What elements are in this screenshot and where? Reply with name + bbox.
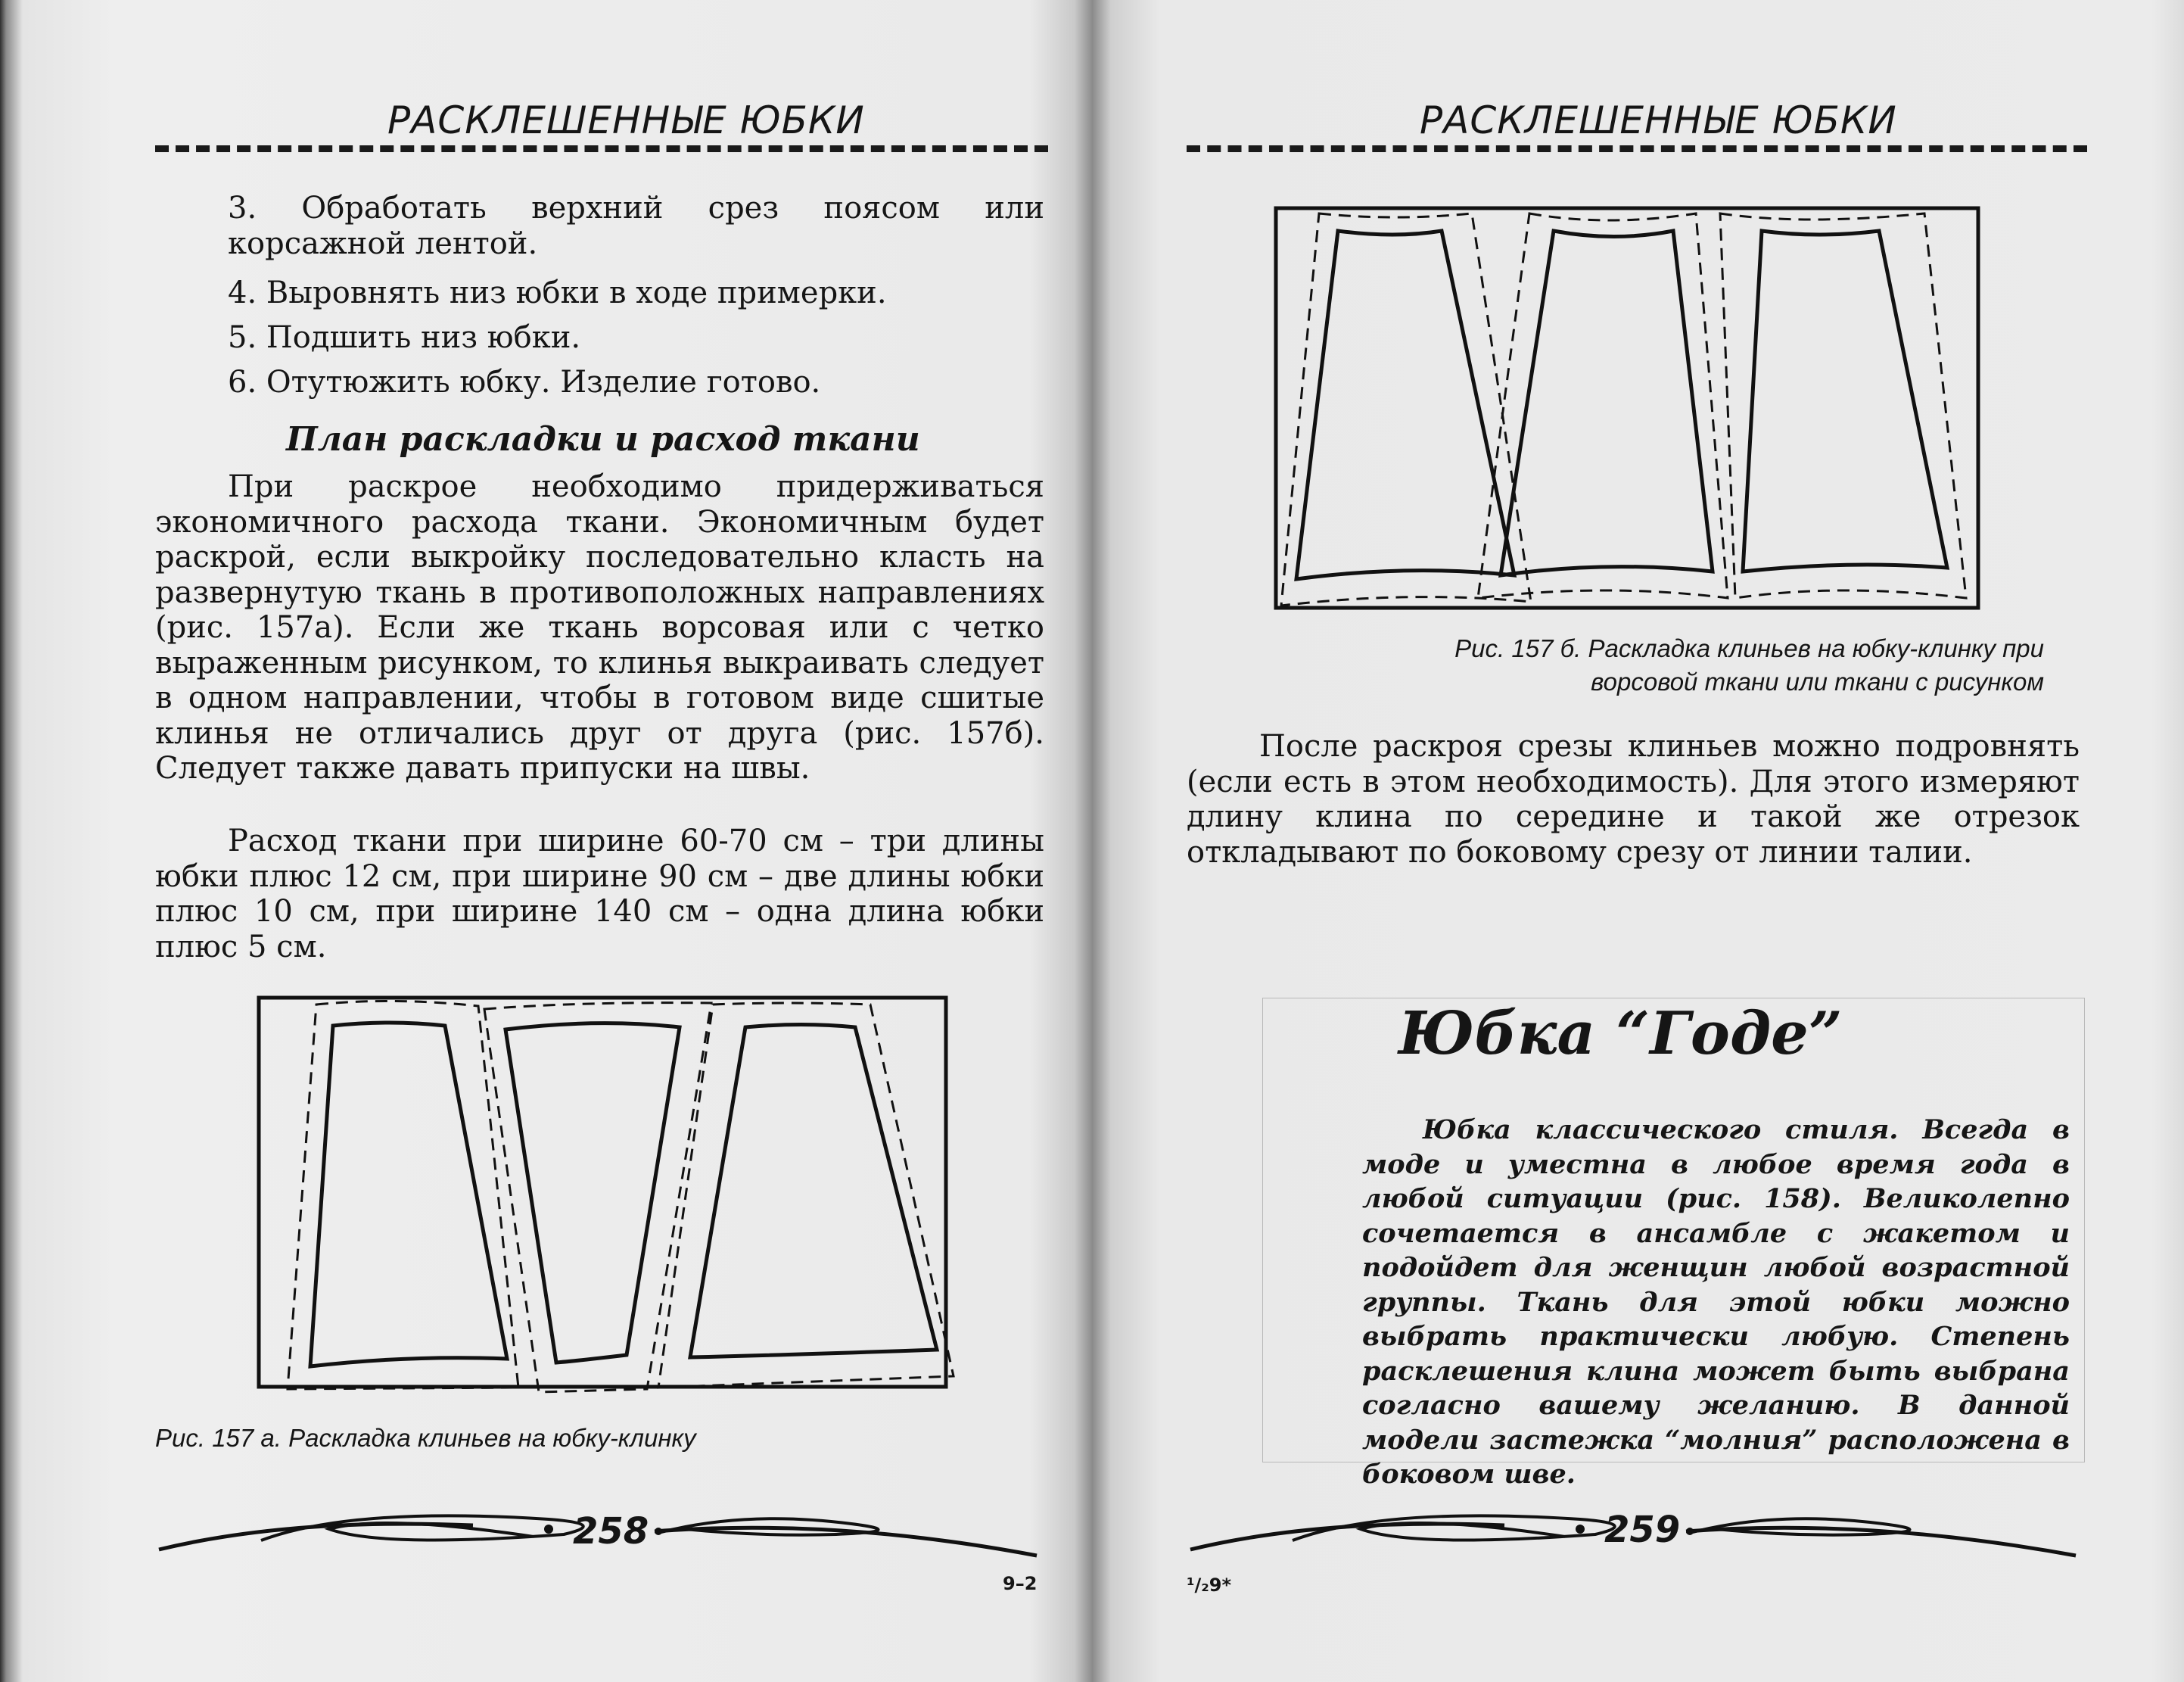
seam-allowance-panel-2: [1478, 213, 1728, 598]
sidebar-text: [1362, 1113, 2070, 1492]
header-rule: [155, 145, 1048, 152]
paragraph-consumption: [155, 824, 1044, 964]
panel-1: [310, 1023, 507, 1366]
figure-caption: [1274, 632, 2044, 699]
paragraph-layout: [155, 469, 1044, 786]
figure-caption: Рис. 157 а. Раскладка клиньев на юбку-клинку: [155, 1424, 696, 1452]
panel-3: [690, 1025, 937, 1358]
sidebar-title: Юбка “Годе”: [1398, 999, 1843, 1068]
page-number: 258: [573, 1510, 649, 1553]
signature-mark: 9–2: [1003, 1573, 1038, 1594]
step-5: 5. Подшить низ юбки.: [228, 320, 581, 355]
page-number: 259: [1604, 1509, 1681, 1551]
figure-caption-line-2: ворсовой ткани или ткани с рисунком: [1591, 668, 2044, 696]
seam-allowance-panel-1: [1281, 213, 1531, 606]
step-6: 6. Отутюжить юбку. Изделие готово.: [228, 365, 821, 400]
paragraph-trimming-text: После раскроя срезы клиньев можно подровнять (если есть в этом необходимость). Для этого измеряют длину клина по середине и такой же отрезок откладывают по боковому срезу от линии талии.: [1187, 729, 2080, 870]
seam-allowance-panel-3: [1720, 213, 1966, 598]
figure-157b: [1274, 204, 1981, 613]
panel-3: [1743, 231, 1947, 572]
paragraph-layout-text: При раскрое необходимо придерживаться экономичного расхода ткани. Экономичным будет раскрой, если выкройку последовательно класть на развернутую ткань в противоположных направлениях (рис. 157а). Если же ткань ворсовая или с четко выраженным рисунком, то клинья выкраивать следует в одном направлении, чтобы в готовом виде сшитые клинья не отличались друг от друга (рис. 157б). Следует также давать припуски на швы.: [155, 469, 1044, 786]
right-page: [1092, 0, 2184, 1682]
paragraph-consumption-text: Расход ткани при ширине 60-70 см – три длины юбки плюс 12 см, при ширине 90 см – две длины юбки плюс 10 см, при ширине 140 см – одна длина юбки плюс 5 см.: [155, 824, 1044, 964]
figure-frame: [259, 998, 946, 1387]
signature-mark: ¹/₂9*: [1187, 1575, 1232, 1596]
seam-allowance-panel-2: [484, 1003, 711, 1392]
steps-list-rest: [155, 271, 1044, 405]
figure-frame: [1276, 208, 1978, 608]
section-heading: План раскладки и расход ткани: [286, 420, 920, 459]
running-head: РАСКЛЕШЕННЫЕ ЮБКИ: [1420, 98, 1897, 142]
step-3: 3. Обработать верхний срез поясом или корсажной лентой.: [228, 191, 1044, 261]
paragraph-trimming: [1187, 729, 2080, 870]
steps-list: [155, 191, 1044, 261]
sidebar-paragraph: Юбка классического стиля. Всегда в моде и уместна в любое время года в любой ситуации (рис. 158). Великолепно сочетается в ансамбле с жакетом и подойдет для женщин любой возрастной группы. Ткань для этой юбки можно выбрать практически любую. Степень расклешения клина может быть выбрана согласно вашему желанию. В данной модели застежка “молния” расположена в боковом шве.: [1362, 1114, 2070, 1490]
figure-157a: [257, 995, 954, 1397]
panel-2: [506, 1023, 680, 1363]
step-4: 4. Выровнять низ юбки в ходе примерки.: [228, 276, 887, 310]
panel-2: [1501, 231, 1713, 575]
header-rule: [1187, 145, 2087, 152]
figure-caption-line-1: Рис. 157 б. Раскладка клиньев на юбку-клинку при: [1454, 634, 2044, 662]
running-head: РАСКЛЕШЕННЫЕ ЮБКИ: [387, 98, 865, 142]
